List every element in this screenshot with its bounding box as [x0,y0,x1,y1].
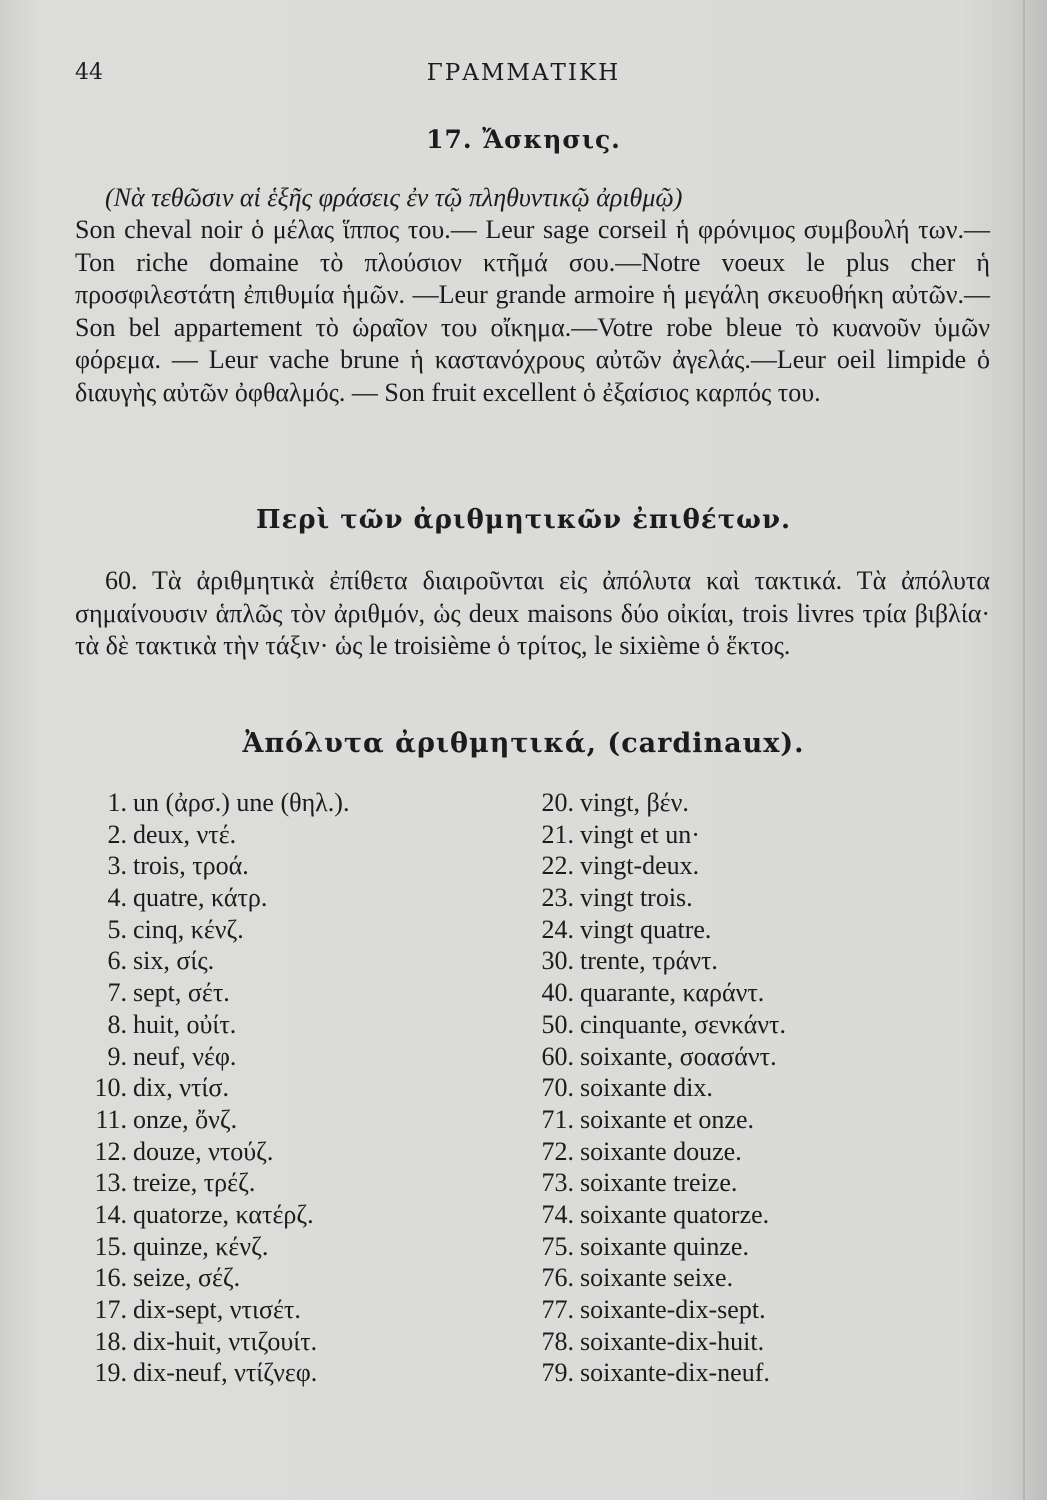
numeral-text: sept, σέτ. [133,978,230,1008]
numeral-text: vingt, βέν. [580,788,689,817]
numeral-list-item [522,945,942,977]
numeral-text: deux, ντέ. [133,819,237,849]
exercise-text: Son cheval noir ὁ μέλας ἵππος του.— Leur sage corseil ἡ φρόνιμος συμβουλή των.—Ton riche domaine τὸ πλούσιον κτῆμά σου.—Notre voeux le plus cher ἡ προσφιλεστάτη ἐπιθυμία ἡμῶν. —Leur grande armoire ἡ μεγάλη σκευοθήκη αὐτῶν.— Son bel appartement τὸ ὡραῖον του οἴκημα.—Votre robe bleue τὸ κυανοῦν ὑμῶν φόρεμα. — Leur vache brune ἡ καστανόχρους αὐτῶν ἀγελάς.—Leur oeil limpide ὁ διαυγὴς αὐτῶν ὀφθαλμός. — Son fruit excellent ὁ ἐξαίσιος καρπός του. [75,215,990,407]
numeral-text: seize, σέζ. [133,1263,241,1293]
numeral-number: 12. [94,1136,127,1166]
numeral-text: huit, οὐίτ. [133,1009,237,1039]
numeral-number: 9. [107,1041,127,1071]
numeral-list-item [75,977,495,1009]
numeral-text: soixante quinze. [580,1231,749,1261]
cardinals-left-column [75,787,495,1389]
numeral-list-item [522,787,942,819]
numeral-number: 6. [107,946,127,976]
numeral-list-item [75,1231,495,1263]
numeral-text: soixante dix. [580,1073,713,1103]
cardinals-right-column [522,787,942,1389]
numeral-list-item [522,819,942,851]
numeral-number: 19. [94,1358,127,1388]
numeral-number: 5. [107,914,127,944]
numeral-number: 30. [541,946,574,976]
numeral-text: cinq, κένζ. [133,914,244,944]
numeral-text: soixante-dix-neuf. [580,1358,770,1388]
numeral-list-item [522,1326,942,1358]
numeral-list-item [75,850,495,882]
numeral-number: 21. [541,819,574,849]
numeral-list-item [75,914,495,946]
numeral-text: dix-sept, ντισέτ. [133,1295,301,1324]
numeral-list-item [75,882,495,914]
numeral-number: 60. [541,1041,574,1071]
numeral-list-item [75,1326,495,1358]
numeral-list-item [522,977,942,1009]
numeral-number: 20. [541,788,574,817]
numeral-list-item [522,882,942,914]
page-number: 44 [75,60,103,85]
numeral-number: 71. [541,1104,574,1134]
numeral-text: treize, τρέζ. [133,1168,256,1198]
section-60-paragraph: 60. Τὰ ἀριθμητικὰ ἐπίθετα διαιροῦνται εἰς ἀπόλυτα καὶ τακτικά. Τὰ ἀπόλυτα σημαίνουσιν ἁπλῶς τὸν ἀριθμόν, ὡς deux maisons δύο οἰκίαι, trois livres τρία βιβλία· τὰ δὲ τακτικὰ τὴν τάξιν· ὡς le troisième ὁ τρίτος, le sixième ὁ ἕκτος. [75,566,990,660]
numeral-list-item [522,1357,942,1389]
numeral-text: soixante-dix-huit. [580,1326,765,1356]
numeral-number: 17. [94,1295,127,1324]
numeral-number: 22. [541,851,574,881]
numeral-text: neuf, νέφ. [133,1041,237,1071]
numeral-text: dix-neuf, ντίζνεφ. [133,1358,318,1388]
numeral-text: trente, τράντ. [580,946,718,976]
numeral-list-item [522,1231,942,1263]
numeral-list-item [75,819,495,851]
numeral-text: soixante-dix-sept. [580,1295,766,1324]
numeral-list-item [522,850,942,882]
numeral-text: un (ἀρσ.) une (θηλ.). [133,788,350,817]
numeral-list-item [75,945,495,977]
numeral-list-item [75,1294,495,1326]
numeral-list-item [522,1041,942,1073]
cardinals-heading: Ἀπόλυτα ἀριθμητικά, (cardinaux). [242,728,805,759]
numeral-number: 14. [94,1199,127,1229]
numeral-text: trois, τροά. [133,851,249,881]
numeral-text: quatorze, κατέρζ. [133,1199,314,1229]
numeral-number: 74. [541,1199,574,1229]
numeral-number: 15. [94,1231,127,1261]
numeral-number: 50. [541,1009,574,1039]
numeral-text: soixante treize. [580,1168,738,1198]
numeral-text: quatre, κάτρ. [133,883,268,913]
numeral-number: 75. [541,1231,574,1261]
numeral-list-item [75,787,495,819]
numeral-number: 73. [541,1168,574,1198]
numeral-text: vingt quatre. [580,914,712,944]
numeral-number: 1. [107,788,127,817]
numeral-text: dix-huit, ντιζουίτ. [133,1326,318,1356]
numeral-text: vingt-deux. [580,851,700,881]
numeral-text: quinze, κένζ. [133,1231,269,1261]
numeral-number: 40. [541,978,574,1008]
numeral-list-item [522,1104,942,1136]
numeral-text: cinquante, σενκάντ. [580,1009,786,1039]
numeral-number: 11. [95,1104,127,1134]
numeral-list-item [522,1199,942,1231]
numeral-list-item [75,1262,495,1294]
numeral-number: 79. [541,1358,574,1388]
numeral-list-item [75,1167,495,1199]
numeral-number: 13. [94,1168,127,1198]
numeral-text: quarante, καράντ. [580,978,765,1008]
exercise-heading: 17. Ἄσκησις. [426,125,621,154]
numeral-list-item [75,1136,495,1168]
numeral-list-item [75,1072,495,1104]
numeral-number: 23. [541,883,574,913]
numeral-list-item [522,1167,942,1199]
numeral-list-item [522,1072,942,1104]
numeral-text: soixante quatorze. [580,1199,770,1229]
numeral-number: 24. [541,914,574,944]
exercise-instruction: (Νὰ τεθῶσιν αἱ ἑξῆς φράσεις ἐν τῷ πληθυντικῷ ἀριθμῷ) [105,183,683,212]
numeral-list-item [522,914,942,946]
numeral-text: soixante seixe. [580,1263,734,1293]
numeral-list-item [522,1262,942,1294]
numeral-list-item [522,1294,942,1326]
numeral-text: onze, ὄνζ. [133,1104,238,1134]
numeral-number: 76. [541,1263,574,1293]
running-title: ΓΡΑΜΜΑΤΙΚΗ [426,60,621,86]
numeral-number: 7. [107,978,127,1008]
numeral-number: 8. [107,1009,127,1039]
numeral-list-item [75,1357,495,1389]
numeral-number: 77. [541,1295,574,1324]
numeral-text: soixante et onze. [580,1104,754,1134]
numeral-number: 4. [107,883,127,913]
numeral-text: soixante, σοασάντ. [580,1041,777,1071]
numerals-section-heading: Περὶ τῶν ἀριθμητικῶν ἐπιθέτων. [255,505,792,535]
numeral-number: 78. [541,1326,574,1356]
numeral-number: 18. [94,1326,127,1356]
numeral-list-item [75,1009,495,1041]
numeral-number: 3. [107,851,127,881]
numeral-list-item [522,1136,942,1168]
numeral-text: six, σίς. [133,946,215,976]
numeral-list-item [75,1104,495,1136]
numeral-number: 16. [94,1263,127,1293]
numeral-text: vingt trois. [580,883,693,913]
numeral-number: 2. [107,819,127,849]
numeral-text: douze, ντούζ. [133,1136,274,1166]
numeral-text: soixante douze. [580,1136,742,1166]
numeral-list-item [75,1041,495,1073]
numeral-number: 72. [541,1136,574,1166]
numeral-number: 10. [94,1073,127,1103]
numeral-list-item [522,1009,942,1041]
numeral-text: dix, ντίσ. [133,1073,229,1103]
running-head [75,60,972,90]
numeral-list-item [75,1199,495,1231]
numeral-text: vingt et un· [580,819,700,849]
numeral-number: 70. [541,1073,574,1103]
